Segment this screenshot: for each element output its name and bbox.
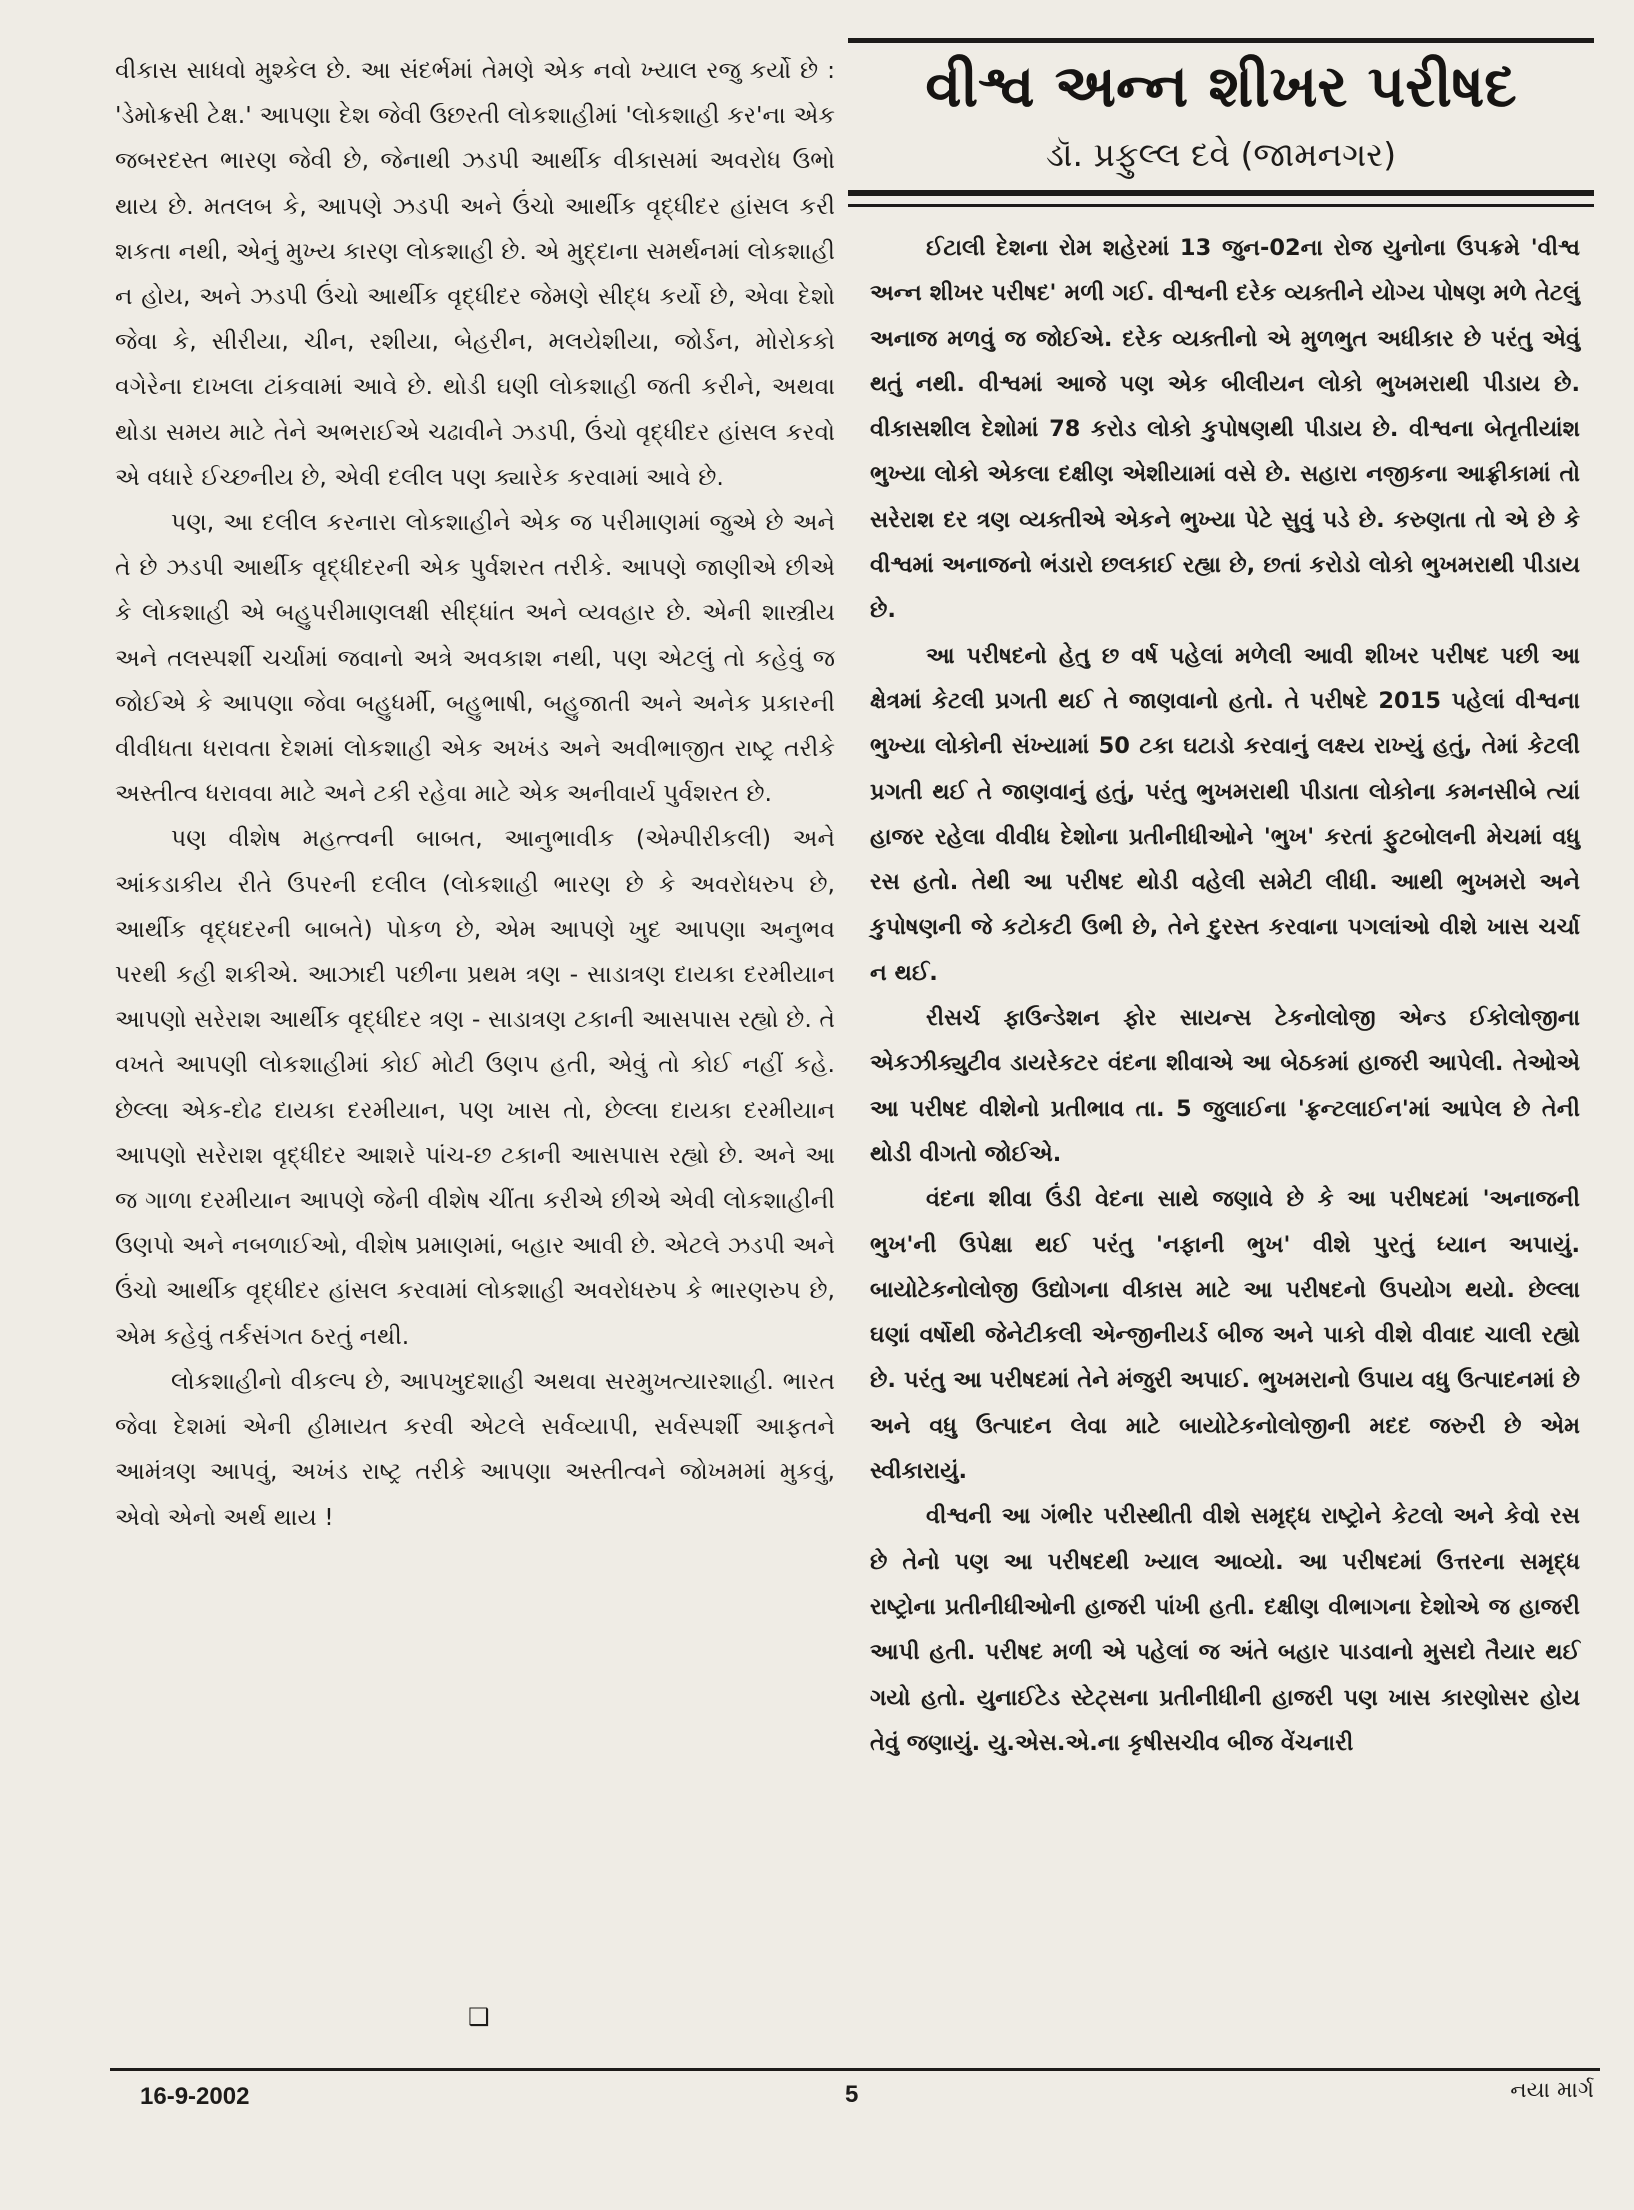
right-paragraph-4: વંદના શીવા ઉંડી વેદના સાથે જણાવે છે કે આ પરીષદમાં 'અનાજની ભુખ'ની ઉપેક્ષા થઈ પરંતુ 'નફાની ભુખ' વીશે પુરતું ધ્યાન અપાયું. બાયોટેકનોલોજી ઉદ્યોગના વીકાસ માટે આ પરીષદનો ઉપયોગ થયો. છેલ્લા ઘણાં વર્ષોથી જેનેટીકલી એન્જીનીયર્ડ બીજ અને પાકો વીશે વીવાદ ચાલી રહ્યો છે. પરંતુ આ પરીષદમાં તેને મંજુરી અપાઈ. ભુખમરાનો ઉપાય વધુ ઉત્પાદનમાં છે અને વધુ ઉત્પાદન લેવા માટે બાયોટેકનોલોજીની મદદ જરુરી છે એમ સ્વીકારાયું. <box>870 1186 1580 1485</box>
page-number: 5 <box>845 2081 859 2108</box>
right-paragraph-2: આ પરીષદનો હેતુ છ વર્ષ પહેલાં મળેલી આવી શીખર પરીષદ પછી આ ક્ષેત્રમાં કેટલી પ્રગતી થઈ તે જાણવાનો હતો. તે પરીષદે 2015 પહેલાં વીશ્વના ભુખ્યા લોકોની સંખ્યામાં 50 ટકા ઘટાડો કરવાનું લક્ષ્ય રાખ્યું હતું, તેમાં કેટલી પ્રગતી થઈ તે જાણવાનું હતું, પરંતુ ભુખમરાથી પીડાતા લોકોના કમનસીબે ત્યાં હાજર રહેલા વીવીધ દેશોના પ્રતીનીધીઓને 'ભુખ' કરતાં ફુટબોલની મેચમાં વધુ રસ હતો. તેથી આ પરીષદ થોડી વહેલી સમેટી લીધી. આથી ભુખમરો અને કુપોષણની જે કટોકટી ઉભી છે, તેને દુરસ્ત કરવાના પગલાંઓ વીશે ખાસ ચર્ચા ન થઈ. <box>870 642 1580 986</box>
right-paragraph-3: રીસર્ચ ફાઉન્ડેશન ફોર સાયન્સ ટેકનોલોજી એન્ડ ઈકોલોજીના એકઝીક્યુટીવ ડાયરેકટર વંદના શીવાએ આ બેઠકમાં હાજરી આપેલી. તેઓએ આ પરીષદ વીશેનો પ્રતીભાવ તા. 5 જુલાઈના 'ફ્રન્ટલાઈન'માં આપેલ છે તેની થોડી વીગતો જોઈએ. <box>870 1005 1580 1167</box>
left-paragraph-2: પણ, આ દલીલ કરનારા લોકશાહીને એક જ પરીમાણમાં જુએ છે અને તે છે ઝડપી આર્થીક વૃદ્ધીદરની એક પુર્વશરત તરીકે. આપણે જાણીએ છીએ કે લોકશાહી એ બહુપરીમાણલક્ષી સીદ્ધાંત અને વ્યવહાર છે. એની શાસ્ત્રીય અને તલસ્પર્શી ચર્ચામાં જવાનો અત્રે અવકાશ નથી, પણ એટલું તો કહેવું જ જોઈએ કે આપણા જેવા બહુધર્મી, બહુભાષી, બહુજાતી અને અનેક પ્રકારની વીવીધતા ધરાવતા દેશમાં લોકશાહી એક અખંડ અને અવીભાજીત રાષ્ટ્ર તરીકે અસ્તીત્વ ધરાવવા માટે અને ટકી રહેવા માટે એક અનીવાર્ય પુર્વશરત છે. <box>115 508 835 808</box>
right-paragraph-5: વીશ્વની આ ગંભીર પરીસ્થીતી વીશે સમૃદ્ધ રાષ્ટ્રોને કેટલો અને કેવો રસ છે તેનો પણ આ પરીષદથી ખ્યાલ આવ્યો. આ પરીષદમાં ઉત્તરના સમૃદ્ધ રાષ્ટ્રોના પ્રતીનીધીઓની હાજરી પાંખી હતી. દક્ષીણ વીભાગના દેશોએ જ હાજરી આપી હતી. પરીષદ મળી એ પહેલાં જ અંતે બહાર પાડવાનો મુસદો તૈયાર થઈ ગયો હતો. યુનાઈટેડ સ્ટેટ્સના પ્રતીનીધીની હાજરી પણ ખાસ કારણોસર હોય તેવું જણાયું. યુ.એસ.એ.ના કૃષીસચીવ બીજ વેંચનારી <box>870 1503 1580 1756</box>
magazine-name: નયા માર્ગ <box>1510 2078 1594 2103</box>
article-author: ડૉ. પ્રફુલ્લ દવે (જામનગર) <box>1045 135 1397 174</box>
header-bottom-rule-thin <box>848 204 1594 207</box>
right-column <box>870 226 1580 1766</box>
left-paragraph-3: પણ વીશેષ મહત્ત્વની બાબત, આનુભાવીક (એમ્પીરીકલી) અને આંકડાકીય રીતે ઉપરની દલીલ (લોકશાહી ભારણ છે કે અવરોધરુપ છે, આર્થીક વૃદ્ધદરની બાબતે) પોકળ છે, એમ આપણે ખુદ આપણા અનુભવ પરથી કહી શકીએ. આઝાદી પછીના પ્રથમ ત્રણ - સાડાત્રણ દાયકા દરમીયાન આપણો સરેરાશ આર્થીક વૃદ્ધીદર ત્રણ - સાડાત્રણ ટકાની આસપાસ રહ્યો છે. તે વખતે આપણી લોકશાહીમાં કોઈ મોટી ઉણપ હતી, એવું તો કોઈ નહીં કહે. છેલ્લા એક-દોઢ દાયકા દરમીયાન, પણ ખાસ તો, છેલ્લા દાયકા દરમીયાન આપણો સરેરાશ વૃદ્ધીદર આશરે પાંચ-છ ટકાની આસપાસ રહ્યો છે. અને આ જ ગાળા દરમીયાન આપણે જેની વીશેષ ચીંતા કરીએ છીએ એવી લોકશાહીની ઉણપો અને નબળાઈઓ, વીશેષ પ્રમાણમાં, બહાર આવી છે. એટલે ઝડપી અને ઉંચો આર્થીક વૃદ્ધીદર હાંસલ કરવામાં લોકશાહી અવરોધરુપ કે ભારણરુપ છે, એમ કહેવું તર્કસંગત ઠરતું નથી. <box>115 824 835 1350</box>
footer-date: 16-9-2002 <box>140 2083 250 2110</box>
article-title: વીશ્વ અન્ન શીખર પરીષદ <box>925 52 1517 120</box>
article-header <box>848 38 1594 218</box>
article-end-mark: ❑ <box>468 2003 490 2031</box>
header-bottom-rule-thick <box>848 190 1594 196</box>
footer-rule <box>110 2068 1600 2071</box>
left-paragraph-4: લોકશાહીનો વીકલ્પ છે, આપખુદશાહી અથવા સરમુખત્યારશાહી. ભારત જેવા દેશમાં એની હીમાયત કરવી એટલે સર્વવ્યાપી, સર્વસ્પર્શી આફતને આમંત્રણ આપવું, અખંડ રાષ્ટ્ર તરીકે આપણા અસ્તીત્વને જોખમમાં મુકવું, એવો એનો અર્થ થાય ! <box>115 1366 835 1531</box>
right-paragraph-1: ઈટાલી દેશના રોમ શહેરમાં 13 જુન-02ના રોજ યુનોના ઉપક્રમે 'વીશ્વ અન્ન શીખર પરીષદ' મળી ગઈ. વીશ્વની દરેક વ્યક્તીને યોગ્ય પોષણ મળે તેટલું અનાજ મળવું જ જોઈએ. દરેક વ્યક્તીનો એ મુળભુત અધીકાર છે પરંતુ એવું થતું નથી. વીશ્વમાં આજે પણ એક બીલીયન લોકો ભુખમરાથી પીડાય છે. વીકાસશીલ દેશોમાં 78 કરોડ લોકો કુપોષણથી પીડાય છે. વીશ્વના બેતૃતીયાંશ ભુખ્યા લોકો એકલા દક્ષીણ એશીયામાં વસે છે. સહારા નજીકના આફ્રીકામાં તો સરેરાશ દર ત્રણ વ્યક્તીએ એકને ભુખ્યા પેટે સુવું પડે છે. કરુણતા તો એ છે કે વીશ્વમાં અનાજનો ભંડારો છલકાઈ રહ્યા છે, છતાં કરોડો લોકો ભુખમરાથી પીડાય છે. <box>870 235 1580 624</box>
header-top-rule <box>848 38 1594 43</box>
left-column <box>115 48 835 1540</box>
left-paragraph-1: વીકાસ સાધવો મુશ્કેલ છે. આ સંદર્ભમાં તેમણે એક નવો ખ્યાલ રજુ કર્યો છે : 'ડેમોક્રસી ટેક્ષ.' આપણા દેશ જેવી ઉછરતી લોકશાહીમાં 'લોકશાહી કર'ના એક જબરદસ્ત ભારણ જેવી છે, જેનાથી ઝડપી આર્થીક વીકાસમાં અવરોધ ઉભો થાય છે. મતલબ કે, આપણે ઝડપી અને ઉંચો આર્થીક વૃદ્ધીદર હાંસલ કરી શકતા નથી, એનું મુખ્ય કારણ લોકશાહી છે. એ મુદ્દાના સમર્થનમાં લોકશાહી ન હોય, અને ઝડપી ઉંચો આર્થીક વૃદ્ધીદર જેમણે સીદ્ધ કર્યો છે, એવા દેશો જેવા કે, સીરીયા, ચીન, રશીયા, બેહરીન, મલયેશીયા, જોર્ડન, મોરોકકો વગેરેના દાખલા ટાંકવામાં આવે છે. થોડી ઘણી લોકશાહી જતી કરીને, અથવા થોડા સમય માટે તેને અભરાઈએ ચઢાવીને ઝડપી, ઉંચો વૃદ્ધીદર હાંસલ કરવો એ વધારે ઈચ્છનીય છે, એવી દલીલ પણ ક્યારેક કરવામાં આવે છે. <box>115 56 835 491</box>
